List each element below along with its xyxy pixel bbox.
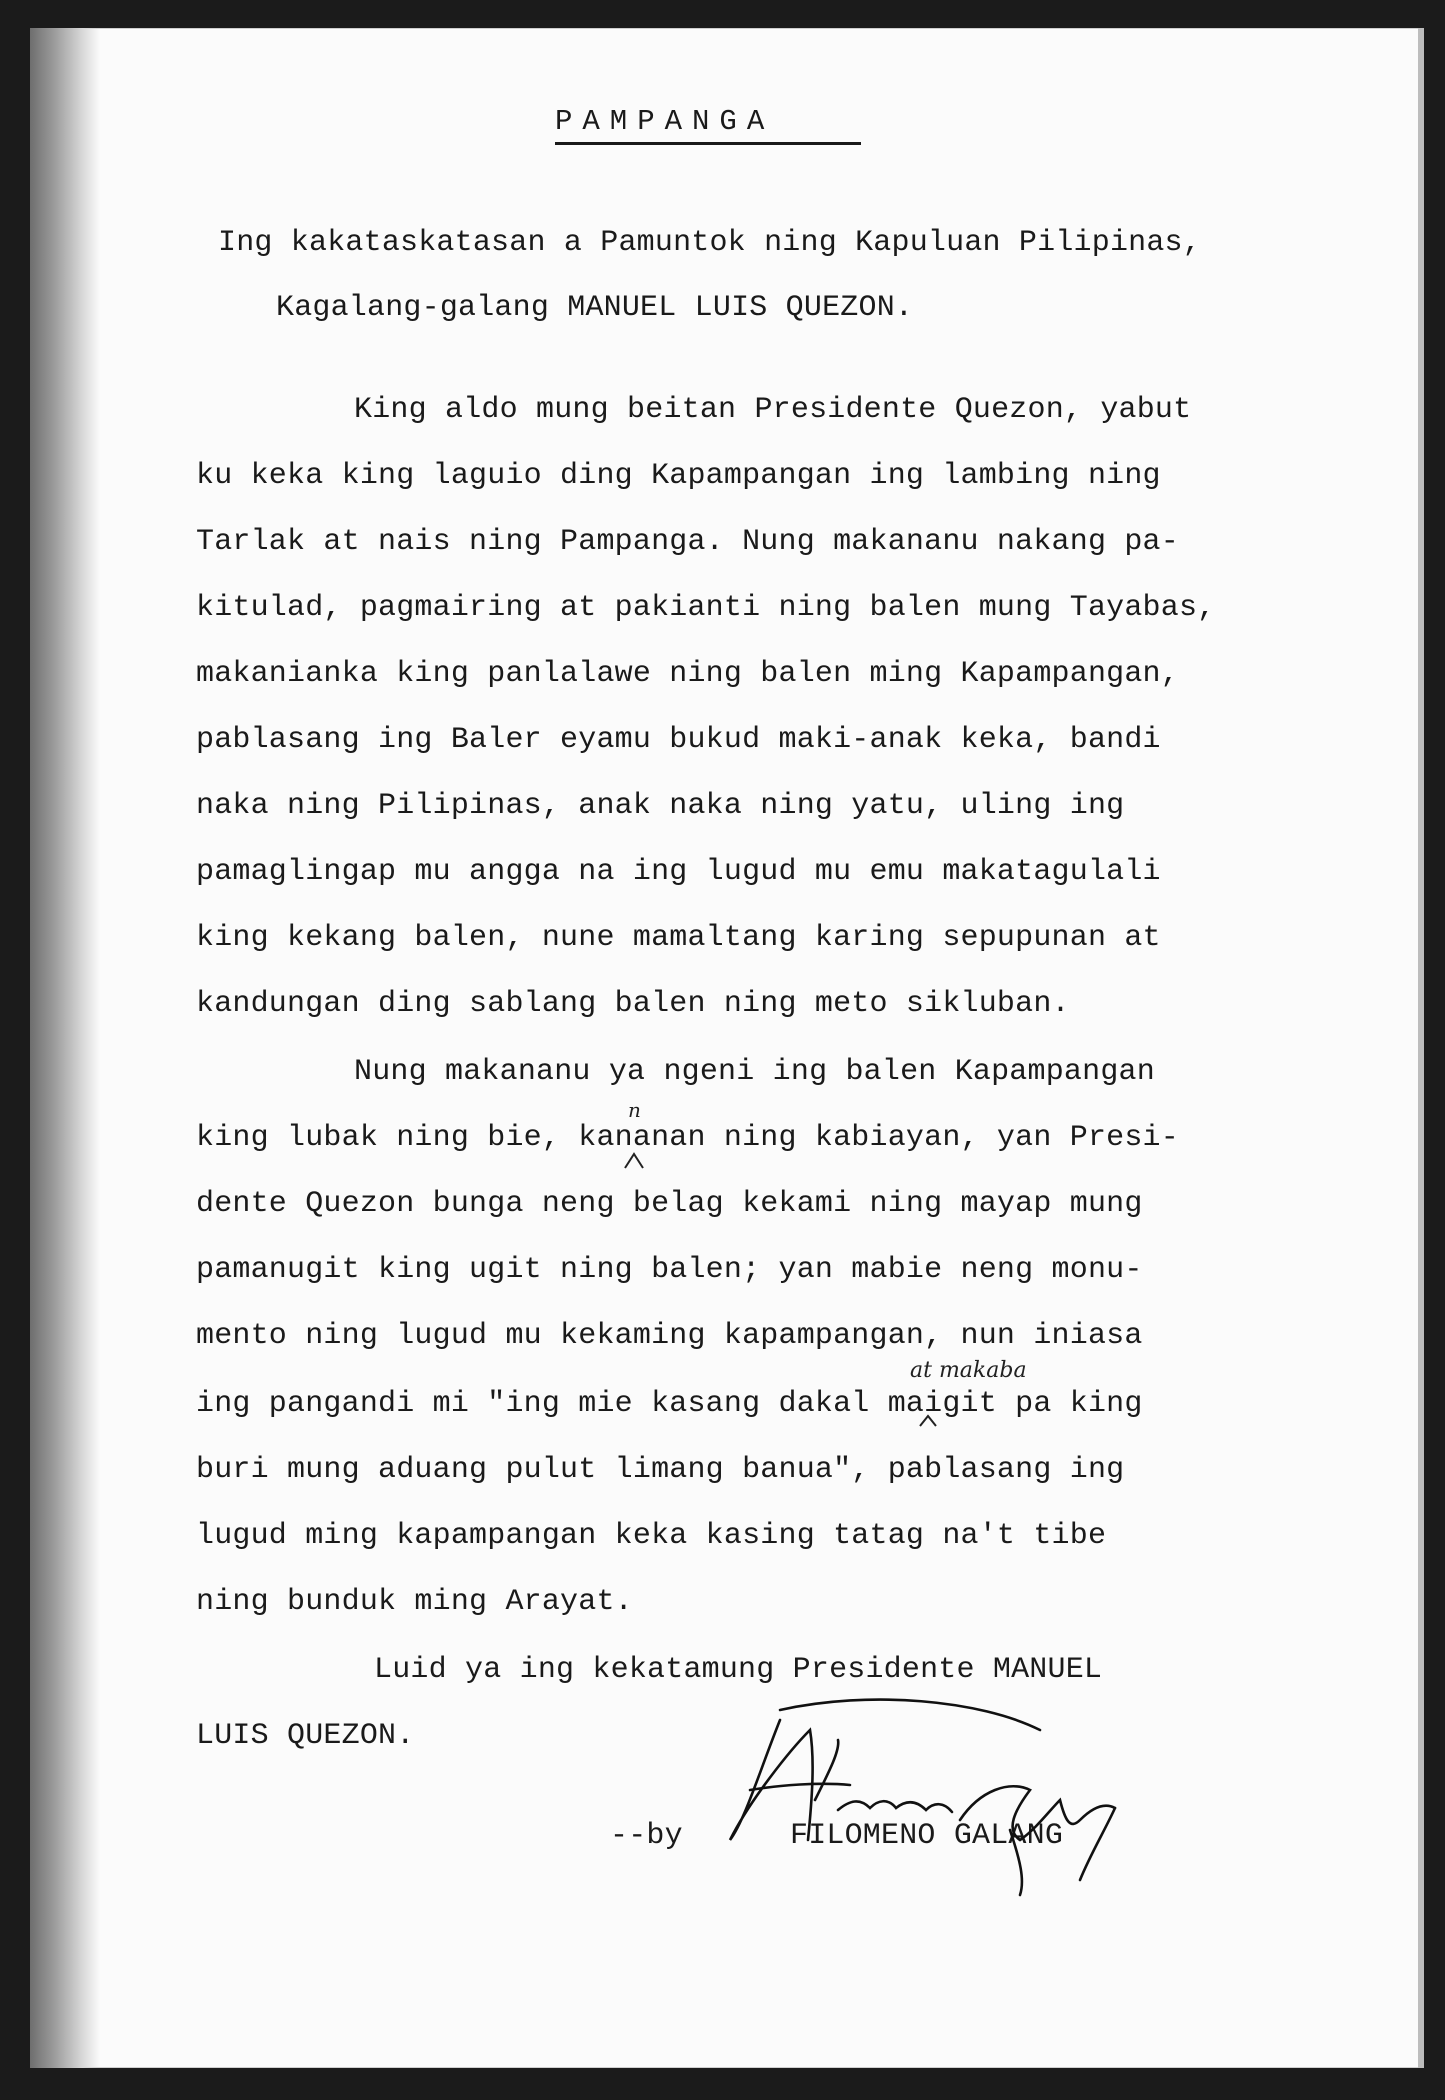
body-line-18: lugud ming kapampangan keka kasing tatag na't tibe xyxy=(196,1519,1107,1553)
insertion-caret-icon xyxy=(918,1410,940,1430)
body-line-15: mento ning lugud mu kekaming kapampangan, nun iniasa xyxy=(196,1319,1143,1353)
by-label: --by xyxy=(610,1819,683,1853)
closing-line-2: LUIS QUEZON. xyxy=(196,1719,415,1753)
address-line-2: Kagalang-galang MANUEL LUIS QUEZON. xyxy=(276,291,914,325)
page-right-edge xyxy=(1418,28,1424,2068)
body-line-3: Tarlak at nais ning Pampanga. Nung makananu nakang pa- xyxy=(196,525,1179,559)
caret-mark-icon xyxy=(622,1150,646,1170)
body-line-1: King aldo mung beitan Presidente Quezon, yabut xyxy=(354,393,1192,427)
closing-line-1: Luid ya ing kekatamung Presidente MANUEL xyxy=(374,1653,1103,1687)
handwritten-signature-icon xyxy=(720,1690,1150,1900)
document-title: PAMPANGA xyxy=(555,105,775,138)
body-line-12: king lubak ning bie, kananan ning kabiayan, yan Presi- xyxy=(196,1121,1179,1155)
body-line-14: pamanugit king ugit ning balen; yan mabie neng monu- xyxy=(196,1253,1143,1287)
body-line-7: naka ning Pilipinas, anak naka ning yatu, uling ing xyxy=(196,789,1125,823)
body-line-17: buri mung aduang pulut limang banua", pablasang ing xyxy=(196,1453,1125,1487)
body-line-10: kandungan ding sablang balen ning meto sikluban. xyxy=(196,987,1070,1021)
body-line-16: ing pangandi mi "ing mie kasang dakal maigit pa king xyxy=(196,1387,1143,1421)
body-line-19: ning bunduk ming Arayat. xyxy=(196,1585,633,1619)
body-line-6: pablasang ing Baler eyamu bukud maki-anak keka, bandi xyxy=(196,723,1161,757)
body-line-11: Nung makananu ya ngeni ing balen Kapampangan xyxy=(354,1055,1155,1089)
body-line-2: ku keka king laguio ding Kapampangan ing lambing ning xyxy=(196,459,1161,493)
page-edge-shadow xyxy=(30,28,100,2068)
title-underline xyxy=(555,142,861,145)
body-line-5: makanianka king panlalawe ning balen ming Kapampangan, xyxy=(196,657,1179,691)
handwritten-insertion: at makaba xyxy=(910,1358,1027,1383)
body-line-8: pamaglingap mu angga na ing lugud mu emu makatagulali xyxy=(196,855,1161,889)
body-line-4: kitulad, pagmairing at pakianti ning balen mung Tayabas, xyxy=(196,591,1216,625)
body-line-13: dente Quezon bunga neng belag kekami ning mayap mung xyxy=(196,1187,1143,1221)
body-line-9: king kekang balen, nune mamaltang karing sepupunan at xyxy=(196,921,1161,955)
typed-signer-name: FILOMENO GALANG xyxy=(790,1819,1064,1853)
address-line-1: Ing kakataskatasan a Pamuntok ning Kapuluan Pilipinas, xyxy=(218,226,1201,260)
handwritten-correction: n xyxy=(628,1098,641,1122)
